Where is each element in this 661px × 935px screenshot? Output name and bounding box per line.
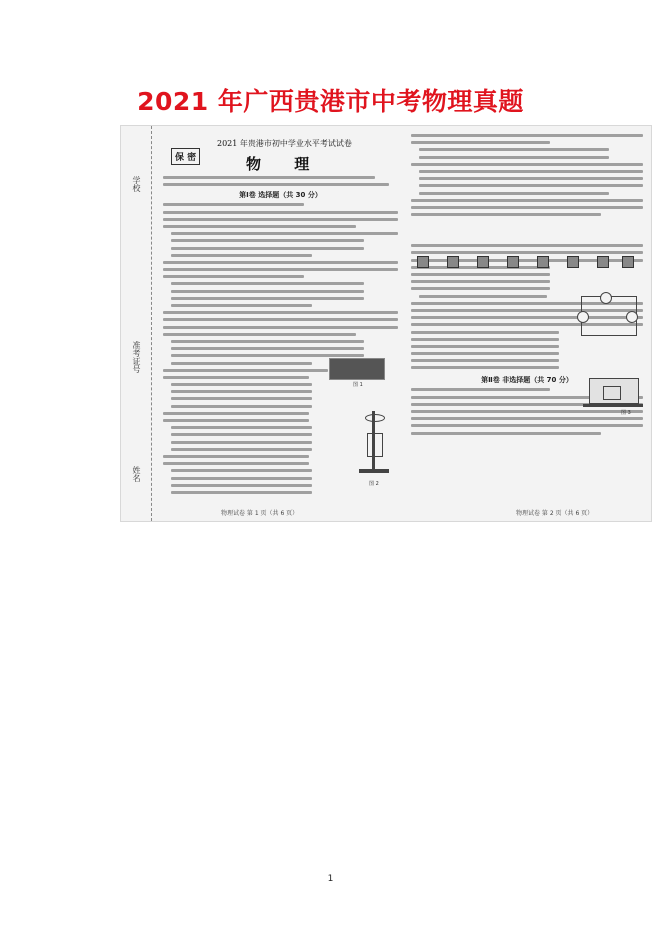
margin-label-name: 姓名 [132, 466, 141, 482]
figure-3-caption: 图 3 [621, 410, 631, 416]
figure-2-caption: 图 2 [369, 481, 379, 487]
figure-1-photo [329, 358, 385, 380]
document-banner-title: 2021 年广西贵港市中考物理真题 [137, 87, 524, 116]
confidential-stamp: 保 密 [171, 148, 200, 165]
right-page-footer: 物理试卷 第 2 页（共 6 页） [516, 510, 594, 517]
scanned-exam-page [120, 125, 652, 522]
part1-heading: 第Ⅰ卷 选择题（共 30 分） [239, 191, 322, 200]
binding-dashed-line [151, 126, 152, 521]
magnet-row-figure [417, 250, 639, 272]
exam-title: 2021 年贵港市初中学业水平考试试卷 [217, 139, 352, 148]
margin-label-exam-number: 准考证号 [132, 341, 141, 373]
part2-heading: 第Ⅱ卷 非选择题（共 70 分） [481, 376, 573, 385]
circuit-diagram-figure [581, 296, 637, 336]
left-page-footer: 物理试卷 第 1 页（共 6 页） [221, 510, 299, 517]
page-number: 1 [327, 874, 334, 884]
binding-margin [121, 126, 161, 521]
figure-2-apparatus [359, 411, 389, 476]
figure-1-caption: 图 1 [353, 382, 363, 388]
figure-3-water-tank [589, 378, 641, 408]
margin-label-school: 学校 [132, 176, 141, 192]
exam-subject: 物 理 [246, 155, 324, 173]
